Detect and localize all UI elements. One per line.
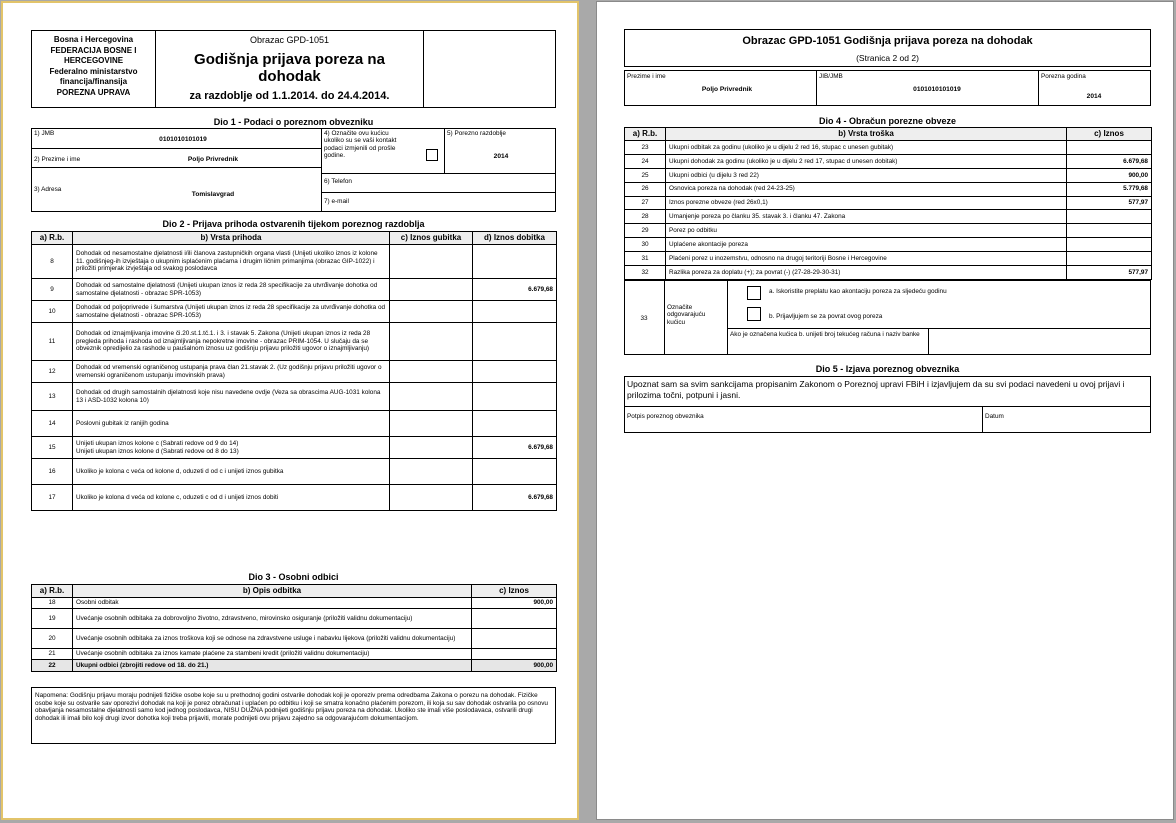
row-number: 30: [625, 238, 666, 252]
calc-amount[interactable]: 900,00: [1067, 168, 1152, 182]
dio3-title: Dio 3 - Osobni odbici: [248, 572, 339, 582]
calc-description: Ukupni odbitak za godinu (ukoliko je u dijelu 2 red 16, stupac c unesen gubitak): [666, 141, 1067, 155]
deduction-amount[interactable]: [472, 629, 557, 649]
tax-period-value[interactable]: 2014: [493, 153, 509, 160]
contact-change-label: 4) Označite ovu kućicu ukoliko su se vaši kontakt podaci izmjenili od prošle godine.: [324, 130, 397, 160]
calc-description: Iznos porezne obveze (red 26x0,1): [666, 196, 1067, 210]
signature-label: Potpis poreznog obveznika: [627, 413, 704, 420]
deduction-description: Uvećanje osobnih odbitaka za dobrovoljno životno, zdravstveno, mirovinsko osiguranje (priložiti validnu dokumentaciju): [73, 609, 472, 629]
carry-forward-label: a. Iskoristite preplatu kao akontaciju poreza za sljedeću godinu: [769, 288, 947, 295]
col-cost-type: b) Vrsta troška: [666, 128, 1067, 141]
col-income-type: b) Vrsta prihoda: [73, 232, 390, 245]
table-row: [32, 598, 557, 609]
phone-label: 6) Telefon: [324, 178, 352, 185]
deduction-description: Uvećanje osobnih odbitaka za iznos troškova koji se odnose na zdravstvene usluge i nabavku lijekova (priložiti validnu dokumentaciju): [73, 629, 472, 649]
table-row: [625, 252, 1152, 266]
date-field[interactable]: [1017, 407, 1149, 432]
row-33-rb: 33: [640, 315, 648, 322]
calc-amount[interactable]: [1067, 238, 1152, 252]
agency-line: Federalno ministarstvo: [49, 66, 138, 76]
row-number: 29: [625, 224, 666, 238]
calc-amount[interactable]: 5.779,68: [1067, 182, 1152, 196]
row-number: 21: [32, 649, 73, 660]
deduction-amount[interactable]: 900,00: [472, 660, 557, 672]
page2-title: Obrazac GPD-1051 Godišnja prijava poreza na dohodak: [742, 35, 1033, 47]
row-33-label: Označite odgovarajuću kućicu: [667, 304, 706, 326]
profit-amount[interactable]: [473, 361, 557, 383]
table-row: [625, 182, 1152, 196]
row-number: 19: [32, 609, 73, 629]
p2-name-label: Prezime i ime: [627, 73, 666, 80]
calc-description: Plaćeni porez u inozemstvu, odnosno na drugoj teritoriji Bosne i Hercegovine: [666, 252, 1067, 266]
refund-checkbox[interactable]: [747, 307, 761, 321]
row-number: 26: [625, 182, 666, 196]
name-value[interactable]: Poljo Privrednik: [187, 156, 239, 163]
col-rb: a) R.b.: [32, 585, 73, 598]
table-row: [625, 196, 1152, 210]
deduction-description: Ukupni odbici (zbrojiti redove od 18. do 21.): [73, 660, 472, 672]
table-row: [32, 279, 557, 301]
row-number: 20: [32, 629, 73, 649]
table-row: [32, 301, 557, 323]
row-number: 23: [625, 141, 666, 155]
profit-amount[interactable]: [473, 323, 557, 361]
profit-amount[interactable]: [473, 383, 557, 411]
income-description: Ukoliko je kolona d veća od kolone c, oduzeti c od d i unijeti iznos dobiti: [73, 485, 390, 511]
loss-amount[interactable]: [390, 485, 473, 511]
calc-description: Uplaćene akontacije poreza: [666, 238, 1067, 252]
loss-amount[interactable]: [390, 279, 473, 301]
jmb-label: 1) JMB: [34, 130, 55, 137]
calc-amount[interactable]: 6.679,68: [1067, 154, 1152, 168]
income-description: Dohodak od iznajmljivanja imovine či.20.st.1.tč.1. i 3. i stavak 5. Zakona (Unijeti ukupan iznos iz reda 28 pregleda prihoda i rashoda od iznajmljivanja nepokretne imovine - obrazac PRIM-1054. U slučaju da se obveznik opredijelio za rashode u paušalnom iznosu uz godišnju prijavu priložiti ugovor o iznajmljivanju): [73, 323, 390, 361]
note-box: [31, 687, 556, 744]
table-row: [32, 411, 557, 437]
calc-description: Osnovica poreza na dohodak (red 24-23-25): [666, 182, 1067, 196]
row-number: 15: [32, 437, 73, 459]
name-label: 2) Prezime i ime: [34, 156, 81, 163]
col-loss: c) Iznos gubitka: [390, 232, 473, 245]
table-row: [32, 660, 557, 672]
table-row: [625, 141, 1152, 155]
deduction-description: Osobni odbitak: [73, 598, 472, 609]
table-row: [32, 437, 557, 459]
calc-description: Porez po odbitku: [666, 224, 1067, 238]
p2-jib-value[interactable]: 0101010101019: [913, 86, 961, 93]
table-row: [32, 361, 557, 383]
profit-amount[interactable]: 6.679,68: [473, 279, 557, 301]
deduction-amount[interactable]: [472, 649, 557, 660]
form-title-line2: dohodak: [258, 68, 321, 85]
calc-amount[interactable]: [1067, 224, 1152, 238]
income-description: Dohodak od samostalne djelatnosti (Unijeti ukupan iznos iz reda 28 specifikacije za utvrđivanje dohotka od samostalne djelatnosti - obrazac SPR-1053): [73, 279, 390, 301]
income-description: Dohodak od drugih samostalnih djelatnosti koje nisu navedene ovdje (Veza sa obrascima AUG-1031 kolona 13 i ASD-1032 kolona 10): [73, 383, 390, 411]
signature-field[interactable]: [747, 407, 979, 432]
agency-line: Bosna i Hercegovina: [53, 35, 134, 44]
jmb-value[interactable]: 0101010101019: [159, 136, 207, 143]
income-description: Unijeti ukupan iznos kolone c (Sabrati redove od 9 do 14) Unijeti ukupan iznos kolone d (Sabrati redove od 8 do 13): [73, 437, 390, 459]
agency-block: [31, 30, 156, 108]
loss-amount[interactable]: [390, 245, 473, 279]
form-page-1: [1, 1, 579, 820]
profit-amount[interactable]: 6.679,68: [473, 437, 557, 459]
profit-amount[interactable]: [473, 301, 557, 323]
profit-amount[interactable]: 6.679,68: [473, 485, 557, 511]
bank-account-label: Ako je označena kućica b. unijeti broj tekućeg računa i naziv banke: [730, 331, 920, 338]
dio4-title: Dio 4 - Obračun porezne obveze: [818, 116, 957, 126]
row-number: 14: [32, 411, 73, 437]
table-row: [32, 629, 557, 649]
income-description: Ukoliko je kolona c veća od kolone d, oduzeti d od c i unijeti iznos gubitka: [73, 459, 390, 485]
p2-jib-label: JIB/JMB: [819, 73, 843, 80]
profit-amount[interactable]: [473, 459, 557, 485]
loss-amount[interactable]: [390, 361, 473, 383]
row-number: 27: [625, 196, 666, 210]
row-number: 18: [32, 598, 73, 609]
date-label: Datum: [985, 413, 1004, 420]
deduction-amount[interactable]: 900,00: [472, 598, 557, 609]
table-row: [32, 609, 557, 629]
p2-year-value[interactable]: 2014: [1086, 93, 1102, 100]
row-number: 22: [32, 660, 73, 672]
income-description: Dohodak od poljoprivrede i šumarstva (Unijeti ukupan iznos iz reda 28 specifikacije za utvrđivanje dohotka od samostalne djelatnosti - obrazac SPR-1053): [73, 301, 390, 323]
row-number: 8: [32, 245, 73, 279]
agency-line: HERCEGOVINE: [63, 56, 124, 65]
dio5-title: Dio 5 - Izjava poreznog obveznika: [815, 364, 960, 374]
table-row: [32, 649, 557, 660]
table-row: [625, 210, 1152, 224]
income-description: Dohodak od nesamostalne djelatnosti i/ili članova zastupničkih organa vlasti (Unijeti ukoliko iznos iz kolone 11. godišnjeg-ih izvještaja o ukupnim isplaćenim plaćama i drugim ličnim primanjima (obrazac GIP-1022) i priložiti primjerak izvještaja od svakog poslodavca: [73, 245, 390, 279]
row-number: 10: [32, 301, 73, 323]
loss-amount[interactable]: [390, 437, 473, 459]
table-row: [625, 224, 1152, 238]
calc-amount[interactable]: 577,97: [1067, 196, 1152, 210]
email-label: 7) e-mail: [324, 198, 349, 205]
calc-amount[interactable]: [1067, 210, 1152, 224]
contact-change-checkbox[interactable]: [426, 149, 438, 161]
deduction-description: Uvećanje osobnih odbitaka za iznos kamate plaćene za stambeni kredit (priložiti validnu dokumentaciju): [73, 649, 472, 660]
tax-calc-table: [624, 127, 1152, 280]
calc-amount[interactable]: [1067, 252, 1152, 266]
calc-description: Ukupni odbici (u dijelu 3 red 22): [666, 168, 1067, 182]
form-code: Obrazac GPD-1051: [249, 35, 330, 45]
row-number: 17: [32, 485, 73, 511]
profit-amount[interactable]: [473, 411, 557, 437]
deduction-amount[interactable]: [472, 609, 557, 629]
row-number: 16: [32, 459, 73, 485]
loss-amount[interactable]: [390, 383, 473, 411]
income-description: Dohodak od vremenski ograničenog ustupanja prava član 21.stavak 2. (Uz godišnju prijavu priložiti ugovor o vremenski ograničenom ustupanju imovinskih prava): [73, 361, 390, 383]
loss-amount[interactable]: [390, 459, 473, 485]
form-period: za razdoblje od 1.1.2014. do 24.4.2014.: [189, 90, 390, 102]
table-row: [625, 154, 1152, 168]
calc-description: Ukupni dohodak za godinu (ukoliko je u dijelu 2 red 17, stupac d unesen dobitak): [666, 154, 1067, 168]
col-rb: a) R.b.: [625, 128, 666, 141]
tax-period-label: 5) Porezno razdoblje: [447, 130, 506, 137]
table-row: [32, 245, 557, 279]
bank-account-input[interactable]: [929, 329, 1150, 354]
calc-description: Razlika poreza za doplatu (+); za povrat (-) (27-28-29-30-31): [666, 266, 1067, 280]
col-amount: c) Iznos: [1067, 128, 1152, 141]
dio2-title: Dio 2 - Prijava prihoda ostvarenih tijekom poreznog razdoblja: [162, 219, 425, 229]
row-number: 31: [625, 252, 666, 266]
row-number: 12: [32, 361, 73, 383]
form-page-2: [596, 1, 1174, 820]
refund-label: b. Prijavljujem se za povrat ovog poreza: [769, 313, 883, 320]
col-rb: a) R.b.: [32, 232, 73, 245]
dio1-title: Dio 1 - Podaci o poreznom obvezniku: [213, 117, 374, 127]
note-text: Napomena: Godišnju prijavu moraju podnijeti fizičke osobe koje su u prethodnoj godini ostvarile dohodak koji je oporeziv prema odredbama Zakona o porezu na dohodak. Fizičke osobe koje su ostvarile sav oporezivi dohodak na koji je porez obračunat i uplaćen po odbitku i koji se smatra konačno plaćenim porezom, ili koja su sav dohodak ostvarila po osnovu obavljanja nesamostalne djelatnosti samo kod jednog poslodavca, NISU DUŽNA podnijeti godišnju prijavu poreza na dohodak. Ukoliko ste imali više poslodavaca, ostvarili drugi dohodak ili imali bilo koji drugi izvor dohotka koji treba prijaviti, morate podnijeti ovu prijavu zajedno sa odgovarajućom dokumentacijom.: [35, 692, 548, 722]
agency-line: financija/finansija: [59, 77, 128, 86]
calc-amount[interactable]: 577,97: [1067, 266, 1152, 280]
page2-subtitle: (Stranica 2 od 2): [856, 53, 919, 63]
calc-amount[interactable]: [1067, 141, 1152, 155]
loss-amount[interactable]: [390, 323, 473, 361]
row-number: 9: [32, 279, 73, 301]
declaration-text: Upoznat sam sa svim sankcijama propisanim Zakonom o Poreznoj upravi FBiH i izjavljujem da su svi podaci navedeni u ovoj prijavi i prilozima točni, potpuni i jasni.: [627, 379, 1125, 400]
form-title-line1: Godišnja prijava poreza na: [194, 51, 385, 68]
table-row: [32, 459, 557, 485]
table-row: [625, 168, 1152, 182]
income-table: [31, 231, 557, 511]
p2-year-label: Porezna godina: [1041, 73, 1086, 80]
loss-amount[interactable]: [390, 411, 473, 437]
deductions-table: [31, 584, 557, 672]
row-number: 25: [625, 168, 666, 182]
p2-name-value[interactable]: Poljo Privrednik: [701, 86, 753, 93]
income-description: Poslovni gubitak iz ranijih godina: [73, 411, 390, 437]
table-row: [625, 266, 1152, 280]
agency-line: POREZNA UPRAVA: [56, 87, 131, 97]
loss-amount[interactable]: [390, 301, 473, 323]
col-amount: c) Iznos: [472, 585, 557, 598]
address-label: 3) Adresa: [34, 186, 62, 193]
profit-amount[interactable]: [473, 245, 557, 279]
table-row: [32, 485, 557, 511]
col-deduction-desc: b) Opis odbitka: [73, 585, 472, 598]
row-number: 13: [32, 383, 73, 411]
row-number: 11: [32, 323, 73, 361]
row-number: 32: [625, 266, 666, 280]
calc-description: Umanjenje poreza po članku 35. stavak 3. i članku 47. Zakona: [666, 210, 1067, 224]
address-value[interactable]: Tomislavgrad: [191, 191, 235, 198]
carry-forward-checkbox[interactable]: [747, 286, 761, 300]
col-profit: d) Iznos dobitka: [473, 232, 557, 245]
row-number: 28: [625, 210, 666, 224]
table-row: [32, 323, 557, 361]
table-row: [32, 383, 557, 411]
agency-line: FEDERACIJA BOSNE I: [50, 45, 137, 55]
row-number: 24: [625, 154, 666, 168]
table-row: [625, 238, 1152, 252]
